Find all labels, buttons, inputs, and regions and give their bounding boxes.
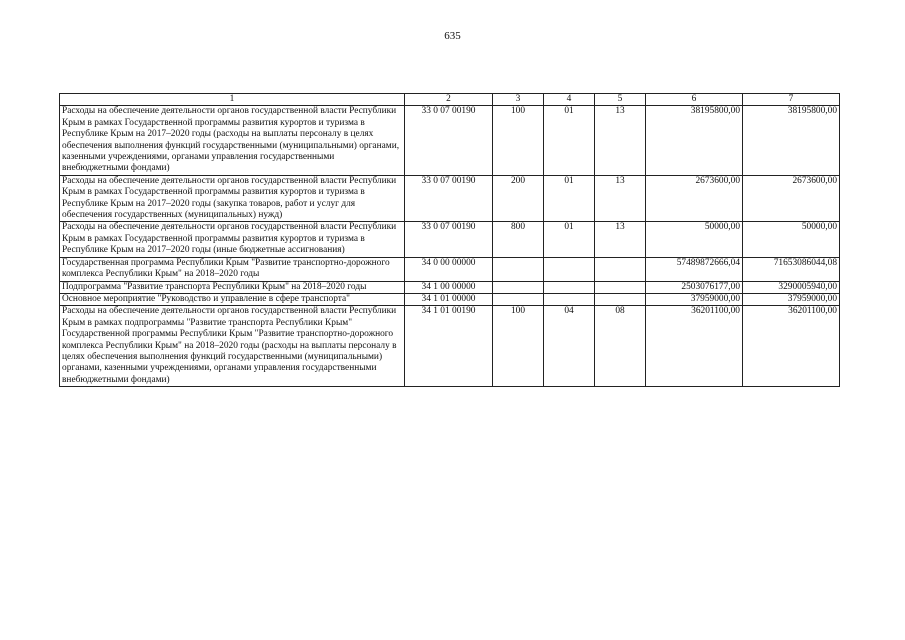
amount-col7: 50000,00 <box>743 222 840 257</box>
amount-col7: 37959000,00 <box>743 293 840 305</box>
section-code: 01 <box>544 175 595 222</box>
table-row <box>60 175 840 222</box>
expense-name: Расходы на обеспечение деятельности органов государственной власти Республики Крым в рамках Государственной программы развития курортов и туризма в Республике Крым на 2017–2020 годы (расходы на выплаты персоналу в целях обеспечения выполнения функций государственными (муниципальными) органами, казенными учреждениями, органами управления государственными внебюджетными фондами) <box>60 106 405 175</box>
amount-col7: 3290005940,00 <box>743 281 840 293</box>
expense-type <box>493 257 544 281</box>
expense-name: Расходы на обеспечение деятельности органов государственной власти Республики Крым в рамках Государственной программы развития курортов и туризма в Республике Крым на 2017–2020 годы (иные бюджетные ассигнования) <box>60 222 405 257</box>
amount-col6: 38195800,00 <box>646 106 743 175</box>
target-code: 34 1 01 00190 <box>405 306 493 387</box>
expense-name: Государственная программа Республики Крым "Развитие транспортно-дорожного комплекса Республики Крым" на 2018–2020 годы <box>60 257 405 281</box>
expense-name: Расходы на обеспечение деятельности органов государственной власти Республики Крым в рамках подпрограммы "Развитие транспорта Республики Крым" Государственной программы Республики Крым "Развитие транспортно-дорожного комплекса Республики Крым" на 2018–2020 годы (расходы на выплаты персоналу в целях обеспечения выполнения функций государственными (муниципальными) органами, казенными учреждениями, органами управления государственными внебюджетными фондами) <box>60 306 405 387</box>
target-code: 33 0 07 00190 <box>405 222 493 257</box>
table-row <box>60 306 840 387</box>
target-code: 33 0 07 00190 <box>405 175 493 222</box>
table-row <box>60 222 840 257</box>
section-code <box>544 281 595 293</box>
expense-type: 200 <box>493 175 544 222</box>
table-row <box>60 281 840 293</box>
column-header: 1 <box>60 94 405 106</box>
amount-col6: 50000,00 <box>646 222 743 257</box>
section-code: 01 <box>544 222 595 257</box>
amount-col7: 36201100,00 <box>743 306 840 387</box>
amount-col7: 38195800,00 <box>743 106 840 175</box>
amount-col6: 2673600,00 <box>646 175 743 222</box>
column-header: 4 <box>544 94 595 106</box>
section-code <box>544 257 595 281</box>
expense-type: 800 <box>493 222 544 257</box>
expense-name: Основное мероприятие "Руководство и управление в сфере транспорта" <box>60 293 405 305</box>
column-header: 6 <box>646 94 743 106</box>
table-header-row <box>60 94 840 106</box>
subsection-code <box>595 257 646 281</box>
table-row <box>60 106 840 175</box>
page-number: 635 <box>444 30 461 42</box>
target-code: 34 1 01 00000 <box>405 293 493 305</box>
column-header: 5 <box>595 94 646 106</box>
expense-type: 100 <box>493 306 544 387</box>
budget-table <box>59 93 840 387</box>
table-row <box>60 293 840 305</box>
expense-name: Подпрограмма "Развитие транспорта Республики Крым" на 2018–2020 годы <box>60 281 405 293</box>
table-row <box>60 257 840 281</box>
amount-col7: 71653086044,08 <box>743 257 840 281</box>
amount-col6: 36201100,00 <box>646 306 743 387</box>
subsection-code: 13 <box>595 106 646 175</box>
expense-type <box>493 293 544 305</box>
section-code: 01 <box>544 106 595 175</box>
amount-col7: 2673600,00 <box>743 175 840 222</box>
subsection-code: 13 <box>595 175 646 222</box>
subsection-code <box>595 281 646 293</box>
target-code: 34 0 00 00000 <box>405 257 493 281</box>
subsection-code <box>595 293 646 305</box>
section-code: 04 <box>544 306 595 387</box>
subsection-code: 13 <box>595 222 646 257</box>
target-code: 34 1 00 00000 <box>405 281 493 293</box>
expense-type: 100 <box>493 106 544 175</box>
column-header: 7 <box>743 94 840 106</box>
column-header: 2 <box>405 94 493 106</box>
section-code <box>544 293 595 305</box>
amount-col6: 2503076177,00 <box>646 281 743 293</box>
expense-type <box>493 281 544 293</box>
column-header: 3 <box>493 94 544 106</box>
expense-name: Расходы на обеспечение деятельности органов государственной власти Республики Крым в рамках Государственной программы развития курортов и туризма в Республике Крым на 2017–2020 годы (закупка товаров, работ и услуг для обеспечения государственных (муниципальных) нужд) <box>60 175 405 222</box>
amount-col6: 37959000,00 <box>646 293 743 305</box>
amount-col6: 57489872666,04 <box>646 257 743 281</box>
subsection-code: 08 <box>595 306 646 387</box>
target-code: 33 0 07 00190 <box>405 106 493 175</box>
